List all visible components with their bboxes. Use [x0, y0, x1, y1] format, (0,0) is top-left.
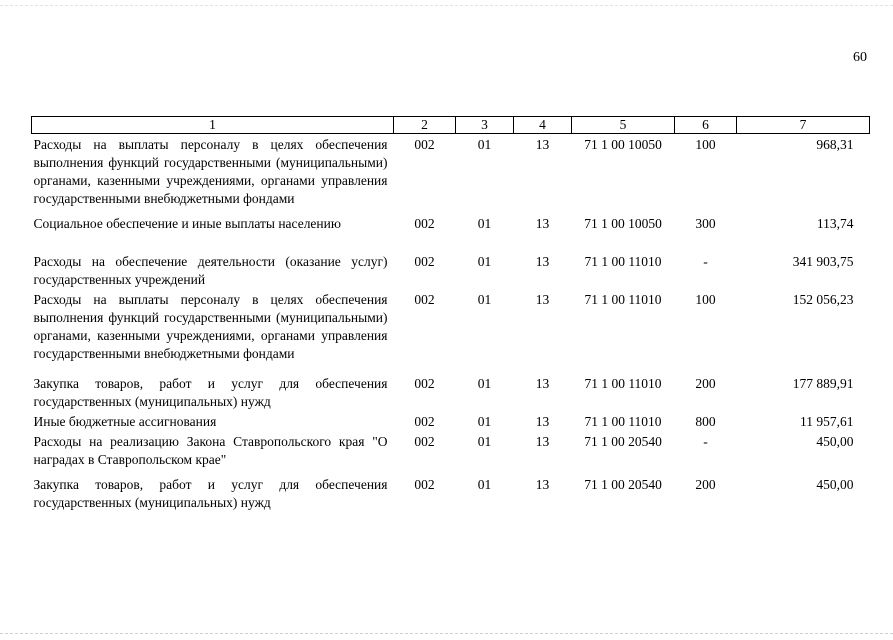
header-cell-1: 1: [32, 117, 394, 134]
row-code-4: 13: [535, 434, 550, 449]
row-code-3: 01: [477, 434, 492, 449]
row-code-3: 01: [477, 216, 492, 231]
row-code-5: 71 1 00 11010: [584, 254, 662, 269]
row-code-2: 002: [414, 376, 435, 391]
header-cell-6: 6: [675, 117, 737, 134]
page-number: 60: [853, 50, 867, 65]
row-name: Социальное обеспечение и иные выплаты населению: [33, 216, 341, 231]
row-code-5: 71 1 00 10050: [584, 216, 662, 231]
row-code-6: 800: [695, 414, 716, 429]
header-cell-4: 4: [514, 117, 572, 134]
row-amount: 11 957,61: [800, 414, 854, 429]
row-code-4: 13: [535, 477, 550, 492]
table-header-row: [32, 117, 870, 134]
row-code-2: 002: [414, 292, 435, 307]
row-code-5: 71 1 00 11010: [584, 376, 662, 391]
table-row: [32, 134, 870, 214]
row-code-3: 01: [477, 292, 492, 307]
row-amount: 450,00: [816, 434, 854, 449]
row-code-3: 01: [477, 376, 492, 391]
row-code-4: 13: [535, 137, 550, 152]
row-code-4: 13: [535, 292, 550, 307]
row-name: Расходы на выплаты персоналу в целях обеспечения выполнения функций государственными (муниципальными) органами, казенными учреждениями, органами управления государственными внебюджетными фондами: [33, 137, 388, 206]
row-code-5: 71 1 00 10050: [584, 137, 662, 152]
row-name: Иные бюджетные ассигнования: [33, 414, 217, 429]
budget-table: [31, 116, 870, 512]
row-code-2: 002: [414, 477, 435, 492]
row-code-4: 13: [535, 254, 550, 269]
row-code-5: 71 1 00 20540: [584, 477, 662, 492]
row-code-6: -: [703, 254, 708, 269]
row-name: Расходы на обеспечение деятельности (оказание услуг) государственных учреждений: [33, 254, 388, 287]
header-cell-5: 5: [572, 117, 675, 134]
table-row: [32, 373, 870, 411]
row-code-5: 71 1 00 20540: [584, 434, 662, 449]
row-amount: 177 889,91: [792, 376, 854, 391]
row-amount: 341 903,75: [792, 254, 854, 269]
row-amount: 450,00: [816, 477, 854, 492]
row-code-2: 002: [414, 434, 435, 449]
table-row: [32, 474, 870, 512]
scan-edge-top: [0, 5, 893, 6]
row-code-3: 01: [477, 137, 492, 152]
row-code-4: 13: [535, 414, 550, 429]
header-cell-7: 7: [737, 117, 870, 134]
scan-edge-bottom: [0, 633, 893, 634]
row-code-2: 002: [414, 216, 435, 231]
row-code-3: 01: [477, 477, 492, 492]
row-code-4: 13: [535, 376, 550, 391]
row-code-6: 200: [695, 376, 716, 391]
header-cell-3: 3: [456, 117, 514, 134]
row-code-5: 71 1 00 11010: [584, 414, 662, 429]
row-code-5: 71 1 00 11010: [584, 292, 662, 307]
row-code-3: 01: [477, 254, 492, 269]
table-row: [32, 251, 870, 289]
row-amount: 113,74: [816, 216, 854, 231]
table-row: [32, 289, 870, 373]
row-amount: 968,31: [816, 137, 854, 152]
table-row: [32, 213, 870, 251]
row-code-6: 300: [695, 216, 716, 231]
row-code-6: 200: [695, 477, 716, 492]
row-code-2: 002: [414, 414, 435, 429]
row-name: Закупка товаров, работ и услуг для обеспечения государственных (муниципальных) нужд: [33, 477, 388, 510]
row-code-4: 13: [535, 216, 550, 231]
row-name: Закупка товаров, работ и услуг для обеспечения государственных (муниципальных) нужд: [33, 376, 388, 409]
table-row: [32, 431, 870, 474]
row-name: Расходы на реализацию Закона Ставропольского края "О наградах в Ставропольском крае": [33, 434, 388, 467]
row-code-6: 100: [695, 137, 716, 152]
row-code-3: 01: [477, 414, 492, 429]
row-amount: 152 056,23: [792, 292, 854, 307]
row-code-2: 002: [414, 137, 435, 152]
row-code-6: -: [703, 434, 708, 449]
row-name: Расходы на выплаты персоналу в целях обеспечения выполнения функций государственными (муниципальными) органами, казенными учреждениями, органами управления государственными внебюджетными фондами: [33, 292, 388, 361]
table-row: [32, 411, 870, 431]
header-cell-2: 2: [394, 117, 456, 134]
row-code-6: 100: [695, 292, 716, 307]
row-code-2: 002: [414, 254, 435, 269]
